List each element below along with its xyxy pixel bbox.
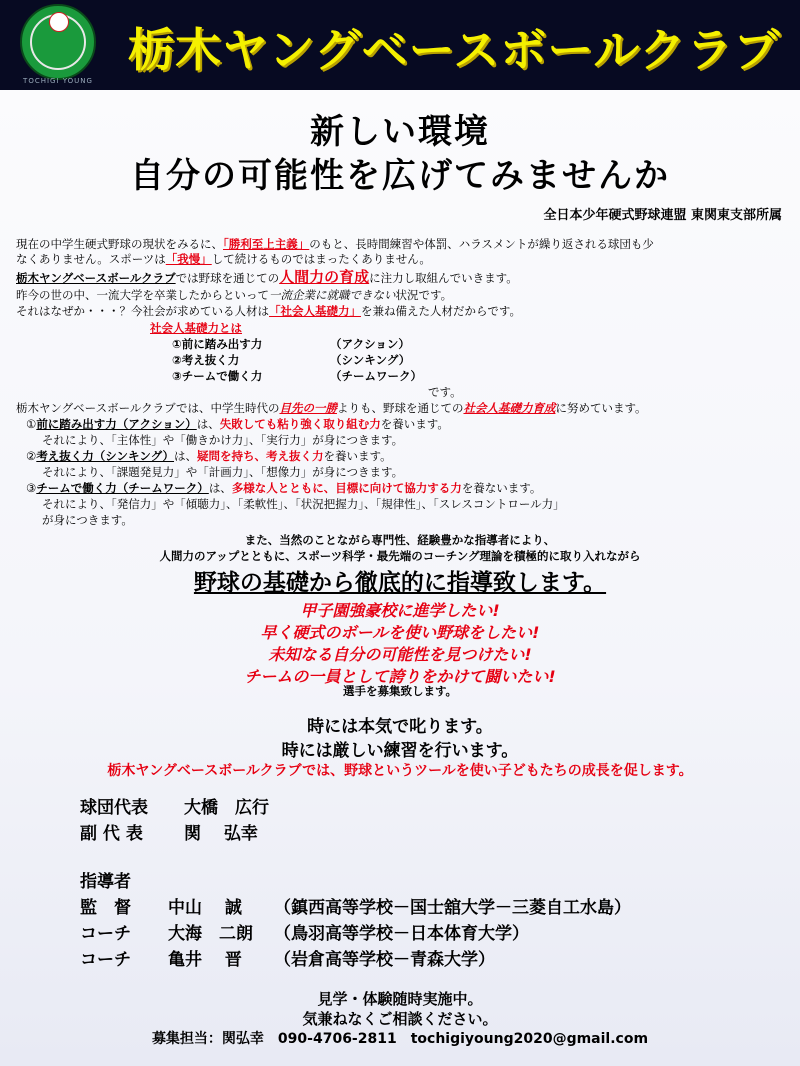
skill-item-1: ①前に踏み出す力	[172, 337, 263, 351]
coaching-line1: また、当然のことながら専門性、経験豊かな指導者により、	[244, 533, 556, 547]
detail-skill2-result: それにより、「課題発見力」や「計画力」、「想像力」が身につきます。	[42, 465, 404, 479]
coach-1-career: （鎮西高等学校－国士舘大学－三菱自工水島）	[274, 898, 631, 918]
header-bar	[0, 0, 800, 90]
intro-line1: 現在の中学生硬式野球の現状をみるに、「勝利至上主義」のもと、長時間練習や体罰、ハラスメントが繰り返される球団も少	[16, 237, 654, 251]
detail-line1: 栃木ヤングベースボールクラブでは、中学生時代の目先の一勝よりも、野球を通じての社会人基礎力育成に努めています。	[16, 401, 647, 415]
recruit-line4: チームの一員として誇りをかけて闘いたい!	[244, 667, 556, 686]
contact-line1: 見学・体験随時実施中。	[317, 990, 483, 1008]
motto-line1: 時には本気で叱ります。	[307, 717, 493, 737]
recruit-tail: 選手を募集致します。	[342, 684, 458, 698]
coach-2-career: （鳥羽高等学校－日本体育大学）	[274, 924, 529, 944]
skill-item-1-en: （アクション）	[330, 337, 410, 351]
detail-skill3-result2: が身につきます。	[42, 513, 133, 527]
coach-3-role: コーチ	[80, 950, 131, 970]
baseball-icon	[49, 12, 69, 32]
skill-item-3: ③チームで働く力	[172, 369, 263, 383]
intro-line3: 栃木ヤングベースボールクラブでは野球を通じての人間力の育成に注力し取組んでいきます。	[16, 268, 518, 286]
recruit-line3: 未知なる自分の可能性を見つけたい!	[268, 645, 532, 664]
intro-line4: 昨今の世の中、一流大学を卒業したからといって一流企業に就職できない状況です。	[16, 288, 453, 302]
intro-line2: なくありません。スポーツは「我慢」して続けるものではまったくありません。	[16, 252, 431, 266]
recruit-line2: 早く硬式のボールを使い野球をしたい!	[260, 623, 540, 642]
detail-skill1-result: それにより、「主体性」や「働きかけ力」、「実行力」が身につきます。	[42, 433, 404, 447]
contact-line2: 気兼ねなくご相談ください。	[302, 1010, 498, 1028]
vice-role: 副 代 表	[80, 824, 143, 844]
coach-3-name: 亀井 晋	[168, 950, 242, 970]
coaches-heading: 指導者	[80, 872, 131, 892]
coach-2-role: コーチ	[80, 924, 131, 944]
detail-skill1: ①前に踏み出す力（アクション）は、失敗しても粘り強く取り組む力を養います。	[26, 417, 449, 431]
rep-role: 球団代表	[80, 798, 148, 818]
rep-name: 大橋 広行	[184, 798, 269, 818]
headline-line2: 自分の可能性を広げてみませんか	[130, 156, 670, 196]
detail-skill2: ②考え抜く力（シンキング）は、疑問を持ち、考え抜く力を養います。	[26, 449, 392, 463]
motto-line3: 栃木ヤングベースボールクラブでは、野球というツールを使い子どもたちの成長を促します。	[107, 763, 693, 779]
coach-3-career: （岩倉高等学校－青森大学）	[274, 950, 495, 970]
recruit-line1: 甲子園強豪校に進学したい!	[300, 601, 500, 620]
coaching-line2: 人間力のアップとともに、スポーツ科学・最先端のコーチング理論を積極的に取り入れながら	[159, 549, 641, 563]
skill-item-2-en: （シンキング）	[330, 353, 411, 367]
detail-skill3-result: それにより、「発信力」や「傾聴力」、「柔軟性」、「状況把握力」、「規律性」、「スレスコントロール力」	[42, 497, 565, 511]
intro-line5: それはなぜか・・・？今社会が求めている人材は「社会人基礎力」を兼ね備えた人材だからです。	[16, 304, 521, 318]
skills-heading: 社会人基礎力とは	[150, 321, 242, 335]
coach-1-name: 中山 誠	[168, 898, 242, 918]
coach-1-role: 監 督	[80, 898, 131, 918]
vice-name: 関 弘幸	[184, 824, 258, 844]
motto-line2: 時には厳しい練習を行います。	[281, 741, 519, 761]
skill-item-2: ②考え抜く力	[172, 353, 240, 367]
affiliation: 全日本少年硬式野球連盟 東関東支部所属	[543, 208, 782, 223]
contact-line3[interactable]: 募集担当：関弘幸 090-4706-2811 tochigiyoung2020@gmail.com	[151, 1031, 649, 1047]
skill-item-3-en: （チームワーク）	[330, 369, 422, 383]
coach-2-name: 大海 二朗	[168, 924, 253, 944]
logo-subtext: TOCHIGI YOUNG	[23, 77, 93, 85]
flyer-body	[0, 90, 800, 1066]
skills-tail: です。	[428, 385, 462, 399]
detail-skill3: ③チームで働く力（チームワーク）は、多様な人とともに、目標に向けて協力する力を養ないます。	[26, 481, 542, 495]
club-title: 栃木ヤングベースボールクラブ	[128, 23, 781, 77]
club-logo	[20, 4, 96, 80]
coaching-line3: 野球の基礎から徹底的に指導致します。	[193, 570, 607, 596]
headline-line1: 新しい環境	[310, 112, 490, 152]
